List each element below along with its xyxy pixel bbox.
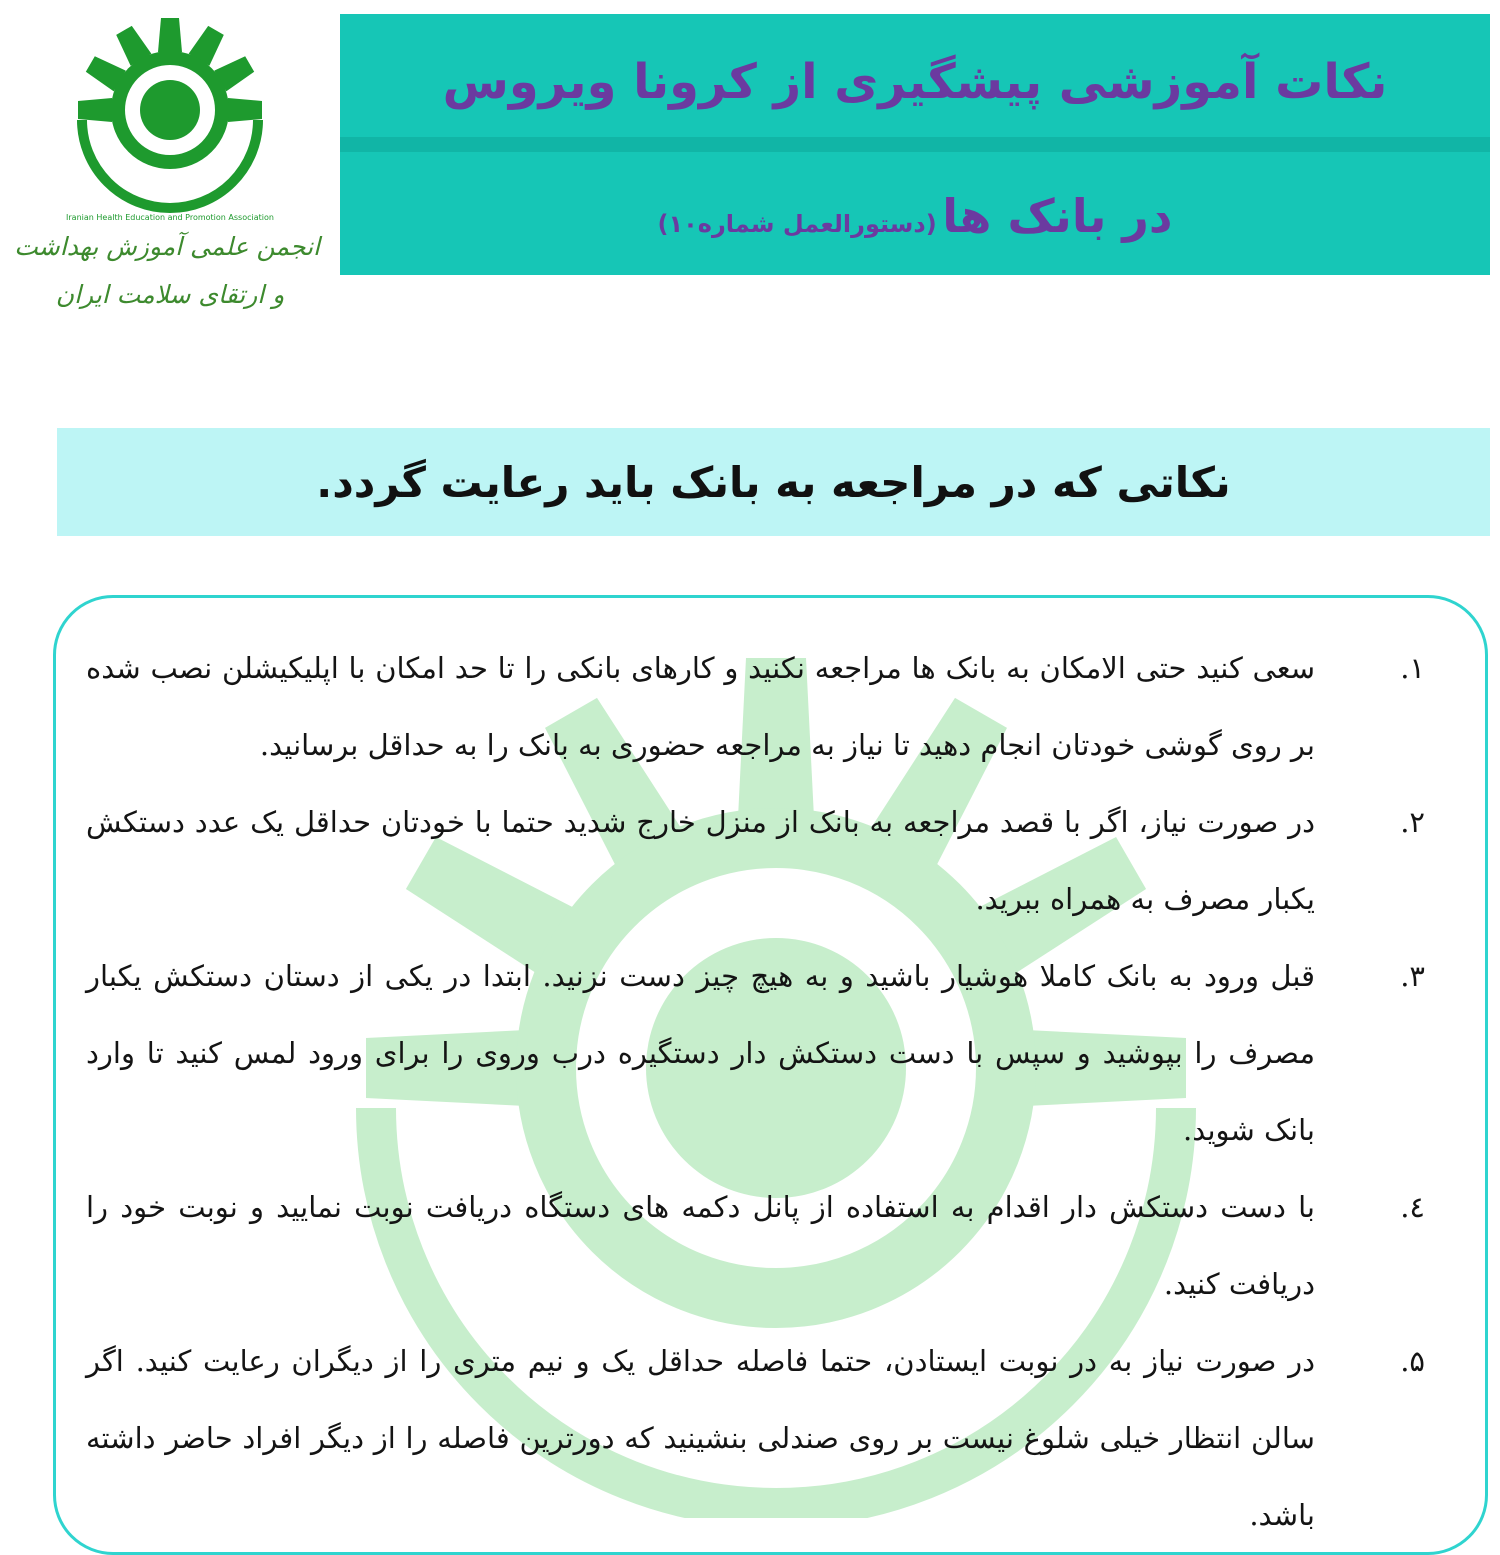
list-item xyxy=(56,784,1485,938)
item-number: ۵. xyxy=(1400,1344,1425,1378)
page-subtitle xyxy=(340,189,1490,243)
list-item xyxy=(56,630,1485,784)
list-item xyxy=(56,1323,1485,1554)
item-text: با دست دستکش دار اقدام به استفاده از پانل دکمه های دستگاه دریافت نوبت نمایید و نوبت خود را دریافت کنید. xyxy=(86,1190,1315,1301)
title-divider xyxy=(340,137,1490,152)
subtitle-main: در بانک ها xyxy=(942,189,1173,243)
section-heading: نکاتی که در مراجعه به بانک باید رعایت گردد. xyxy=(57,428,1490,536)
subtitle-note: (دستورالعمل شماره۱۰) xyxy=(657,210,937,238)
content-box xyxy=(53,595,1488,1555)
item-number: ۳. xyxy=(1400,959,1425,993)
item-text: در صورت نیاز به در نوبت ایستادن، حتما فاصله حداقل یک و نیم متری را از دیگران رعایت کنید. اگر سالن انتظار خیلی شلوغ نیست بر روی صندلی بنشینید که دورترین فاصله را از دیگر افراد حاضر داشته باشد. xyxy=(86,1344,1315,1532)
item-text: سعی کنید حتی الامکان به بانک ها مراجعه نکنید و کارهای بانکی را تا حد امکان با اپلیکیشلن نصب شده بر روی گوشی خودتان انجام دهید تا نیاز به مراجعه حضوری به بانک را به حداقل برسانید. xyxy=(86,651,1315,762)
item-number: ٤. xyxy=(1400,1190,1425,1224)
item-number: ۱. xyxy=(1400,651,1425,685)
list-item xyxy=(56,938,1485,1169)
title-banner xyxy=(340,14,1490,275)
item-number: ۲. xyxy=(1400,805,1425,839)
page-title: نکات آموزشی پیشگیری از کرونا ویروس xyxy=(442,54,1388,110)
item-text: قبل ورود به بانک کاملا هوشیار باشید و به هیچ چیز دست نزنید. ابتدا در یکی از دستان دستکش یکبار مصرف را بپوشید و سپس با دست دستکش دار دستگیره درب وروی را برای ورود لمس کنید تا وارد بانک شوید. xyxy=(86,959,1315,1147)
item-text: در صورت نیاز، اگر با قصد مراجعه به بانک از منزل خارج شدید حتما با خودتان حداقل یک عدد دستکش یکبار مصرف به همراه ببرید. xyxy=(86,805,1315,916)
svg-text:Iranian Health Education and P: Iranian Health Education and Promotion Association xyxy=(66,213,274,222)
association-logo xyxy=(14,10,320,320)
guidelines-list xyxy=(56,598,1485,1552)
association-sun-logo-icon xyxy=(60,10,280,225)
list-item xyxy=(56,1169,1485,1323)
logo-name-line2: و ارتقای سلامت ایران xyxy=(55,280,285,309)
logo-name-line1: انجمن علمی آموزش بهداشت xyxy=(14,232,320,261)
